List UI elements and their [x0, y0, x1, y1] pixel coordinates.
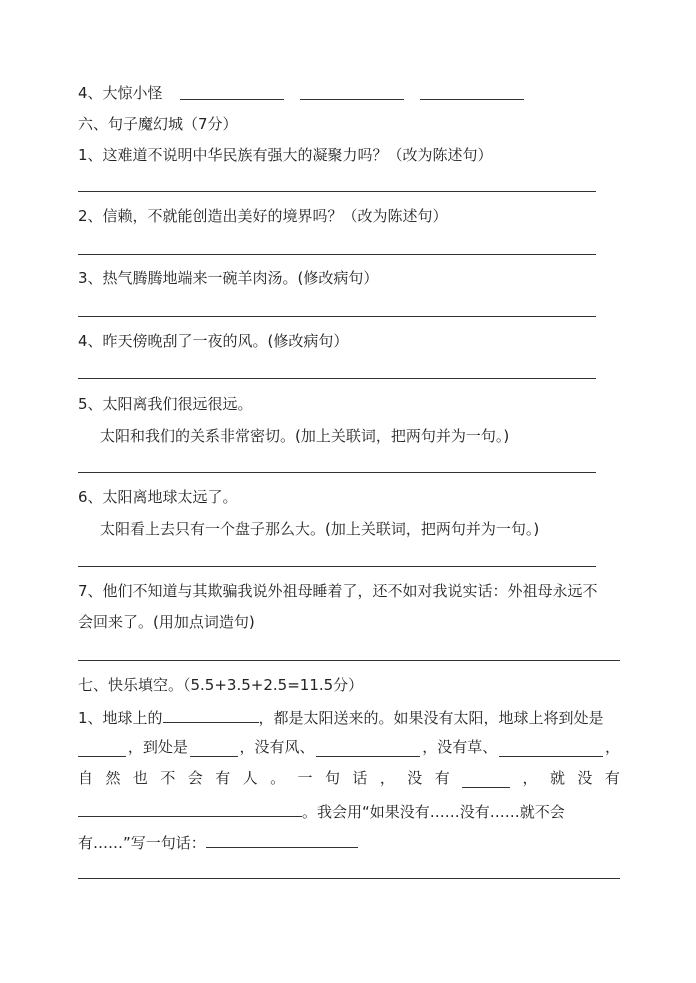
- fill-char: 也: [132, 769, 148, 787]
- answer-blank[interactable]: [300, 99, 404, 100]
- fill-text: 。我会用“如果没有……没有……就不会: [302, 803, 565, 821]
- fill-blank[interactable]: [163, 706, 259, 723]
- fill-char: 句: [324, 769, 340, 787]
- fill-char: 。: [270, 769, 286, 787]
- fill-char: 不: [160, 769, 176, 787]
- idiom-question-4: [78, 83, 163, 103]
- fill-char: 有: [604, 769, 620, 787]
- fill-char: 没: [407, 769, 423, 787]
- answer-line[interactable]: [78, 660, 620, 661]
- fill-char: 会: [187, 769, 203, 787]
- fill-row-4: [78, 800, 565, 822]
- fill-char: 就: [549, 769, 565, 787]
- fill-blank[interactable]: [190, 740, 238, 757]
- fill-char: 然: [105, 769, 121, 787]
- fill-char: 一: [297, 769, 313, 787]
- fill-text: 1、地球上的: [78, 709, 163, 727]
- question-text: 4、昨天傍晚刮了一夜的风。(修改病句）: [78, 332, 349, 350]
- fill-row-3: [78, 768, 620, 788]
- fill-char: 有: [215, 769, 231, 787]
- answer-blank[interactable]: [180, 99, 284, 100]
- answer-line[interactable]: [78, 566, 596, 567]
- fill-text: ，都是太阳送来的。如果没有太阳，地球上将到处是: [258, 709, 604, 727]
- fill-char: 没: [577, 769, 593, 787]
- fill-text: ，到处是: [127, 738, 188, 756]
- fill-blank[interactable]: [206, 831, 358, 848]
- fill-blank[interactable]: [316, 740, 420, 757]
- fill-char: 自: [78, 769, 94, 787]
- section-title: 六、句子魔幻城（7分）: [78, 115, 238, 133]
- fill-char: 人: [242, 769, 258, 787]
- answer-line[interactable]: [78, 472, 596, 473]
- question-text: 5、太阳离我们很远很远。: [78, 395, 253, 413]
- fill-row-1: [78, 706, 604, 728]
- fill-text: ，: [604, 738, 620, 756]
- answer-line[interactable]: [78, 878, 620, 879]
- section-title: 七、快乐填空。（5.5+3.5+2.5=11.5分）: [78, 676, 364, 694]
- fill-blank[interactable]: [78, 800, 302, 817]
- fill-blank[interactable]: [78, 740, 126, 757]
- answer-line[interactable]: [78, 316, 596, 317]
- fill-blank[interactable]: [462, 771, 510, 788]
- fill-char: 有: [434, 769, 450, 787]
- fill-text: ，没有风、: [239, 738, 315, 756]
- answer-line[interactable]: [78, 191, 596, 192]
- question-text: 2、信赖，不就能创造出美好的境界吗？（改为陈述句）: [78, 207, 448, 225]
- answer-line[interactable]: [78, 378, 596, 379]
- question-text-line2: 太阳和我们的关系非常密切。(加上关联词，把两句并为一句。): [100, 427, 510, 445]
- question-text: 3、热气腾腾地端来一碗羊肉汤。(修改病句）: [78, 269, 379, 287]
- fill-row-2: [78, 737, 620, 757]
- question-text-line2: 会回来了。(用加点词造句): [78, 613, 255, 631]
- question-text-line2: 太阳看上去只有一个盘子那么大。(加上关联词，把两句并为一句。): [100, 520, 540, 538]
- idiom-question-label: 4、大惊小怪: [78, 84, 163, 102]
- fill-char: 话: [352, 769, 368, 787]
- answer-line[interactable]: [78, 254, 596, 255]
- fill-row-5: [78, 831, 358, 853]
- fill-text: ，没有草、: [422, 738, 498, 756]
- question-text: 6、太阳离地球太远了。: [78, 488, 238, 506]
- question-text: 7、他们不知道与其欺骗我说外祖母睡着了，还不如对我说实话：外祖母永远不: [78, 582, 598, 600]
- fill-blank[interactable]: [499, 740, 603, 757]
- question-text: 1、这难道不说明中华民族有强大的凝聚力吗？（改为陈述句）: [78, 146, 493, 164]
- fill-char: ，: [522, 769, 538, 787]
- fill-char: ，: [379, 769, 395, 787]
- fill-text: 有……”写一句话：: [78, 834, 206, 852]
- answer-blank[interactable]: [420, 99, 524, 100]
